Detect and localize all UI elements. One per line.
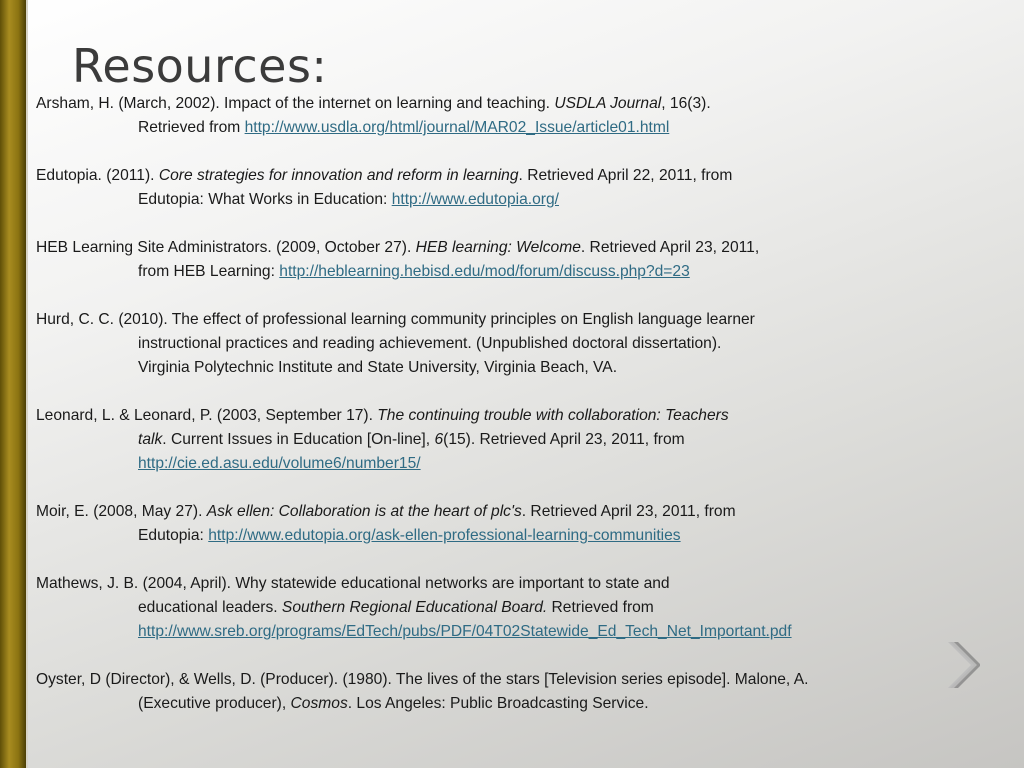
reference-italic-text: 6 (434, 431, 444, 448)
reference-text: Retrieved from (547, 599, 654, 616)
reference-italic-text: Cosmos (290, 695, 348, 712)
reference-italic-text: HEB learning: Welcome (415, 239, 581, 256)
reference-line (36, 164, 971, 188)
reference-item (36, 668, 971, 716)
reference-link[interactable]: http://www.edutopia.org/ask-ellen-professional-learning-communities (208, 527, 681, 544)
reference-text: HEB Learning Site Administrators. (2009, October 27). (36, 239, 416, 256)
reference-italic-text: talk (138, 431, 163, 448)
reference-line (36, 500, 971, 524)
reference-line (36, 332, 971, 356)
reference-text: Edutopia: (138, 527, 209, 544)
reference-text: from HEB Learning: (138, 263, 280, 280)
reference-line (36, 596, 971, 620)
reference-line (36, 428, 971, 452)
reference-link[interactable]: http://www.sreb.org/programs/EdTech/pubs/PDF/04T02Statewide_Ed_Tech_Net_Important.pdf (138, 623, 792, 640)
reference-line (36, 404, 971, 428)
reference-text: instructional practices and reading achievement. (Unpublished doctoral dissertation). (138, 335, 722, 352)
reference-text: Moir, E. (2008, May 27). (36, 503, 207, 520)
reference-text: (15). Retrieved April 23, 2011, from (443, 431, 685, 448)
accent-bar (0, 0, 26, 768)
reference-text: Edutopia. (2011). (36, 167, 159, 184)
reference-text: Virginia Polytechnic Institute and State University, Virginia Beach, VA. (138, 359, 618, 376)
reference-italic-text: Core strategies for innovation and reform in learning (158, 167, 519, 184)
reference-line (36, 452, 971, 476)
reference-text: . Retrieved April 22, 2011, from (518, 167, 733, 184)
reference-text: . Los Angeles: Public Broadcasting Service. (347, 695, 649, 712)
reference-line (36, 524, 971, 548)
reference-text: Retrieved from (138, 119, 245, 136)
reference-text: , 16(3). (661, 95, 711, 112)
reference-text: educational leaders. (138, 599, 282, 616)
reference-italic-text: Southern Regional Educational Board. (281, 599, 548, 616)
reference-item (36, 164, 971, 212)
reference-item (36, 308, 971, 380)
reference-text: Mathews, J. B. (2004, April). Why statewide educational networks are important to state and (36, 575, 670, 592)
reference-line (36, 572, 971, 596)
reference-text: (Executive producer), (138, 695, 291, 712)
reference-text: Oyster, D (Director), & Wells, D. (Producer). (1980). The lives of the stars [Television series episode]. Malone, A. (36, 671, 809, 688)
reference-link[interactable]: http://www.edutopia.org/ (391, 191, 559, 208)
reference-text: . Current Issues in Education [On-line], (162, 431, 435, 448)
reference-link[interactable]: http://www.usdla.org/html/journal/MAR02_Issue/article01.html (244, 119, 670, 136)
reference-italic-text: Ask ellen: Collaboration is at the heart of plc's (206, 503, 522, 520)
reference-text: Leonard, L. & Leonard, P. (2003, September 17). (36, 407, 378, 424)
reference-line (36, 92, 971, 116)
reference-line (36, 692, 971, 716)
reference-line (36, 356, 971, 380)
reference-italic-text: USDLA Journal (554, 95, 662, 112)
reference-item (36, 404, 971, 476)
reference-line (36, 308, 971, 332)
reference-item (36, 236, 971, 284)
reference-text: Hurd, C. C. (2010). The effect of professional learning community principles on English language learner (36, 311, 755, 328)
reference-text: . Retrieved April 23, 2011, (580, 239, 760, 256)
reference-line (36, 668, 971, 692)
reference-line (36, 236, 971, 260)
reference-item (36, 572, 971, 644)
reference-italic-text: The continuing trouble with collaboration: Teachers (377, 407, 729, 424)
reference-link[interactable]: http://heblearning.hebisd.edu/mod/forum/discuss.php?d=23 (279, 263, 690, 280)
reference-line (36, 188, 971, 212)
reference-line (36, 116, 971, 140)
reference-link[interactable]: http://cie.ed.asu.edu/volume6/number15/ (138, 455, 421, 472)
page-title: Resources: (72, 39, 328, 93)
reference-item (36, 500, 971, 548)
reference-line (36, 620, 971, 644)
reference-item (36, 92, 971, 140)
reference-text: . Retrieved April 23, 2011, from (521, 503, 736, 520)
reference-text: Edutopia: What Works in Education: (138, 191, 392, 208)
reference-list (36, 92, 971, 740)
chevron-right-icon[interactable] (944, 640, 980, 690)
reference-line (36, 260, 971, 284)
reference-text: Arsham, H. (March, 2002). Impact of the internet on learning and teaching. (36, 95, 555, 112)
